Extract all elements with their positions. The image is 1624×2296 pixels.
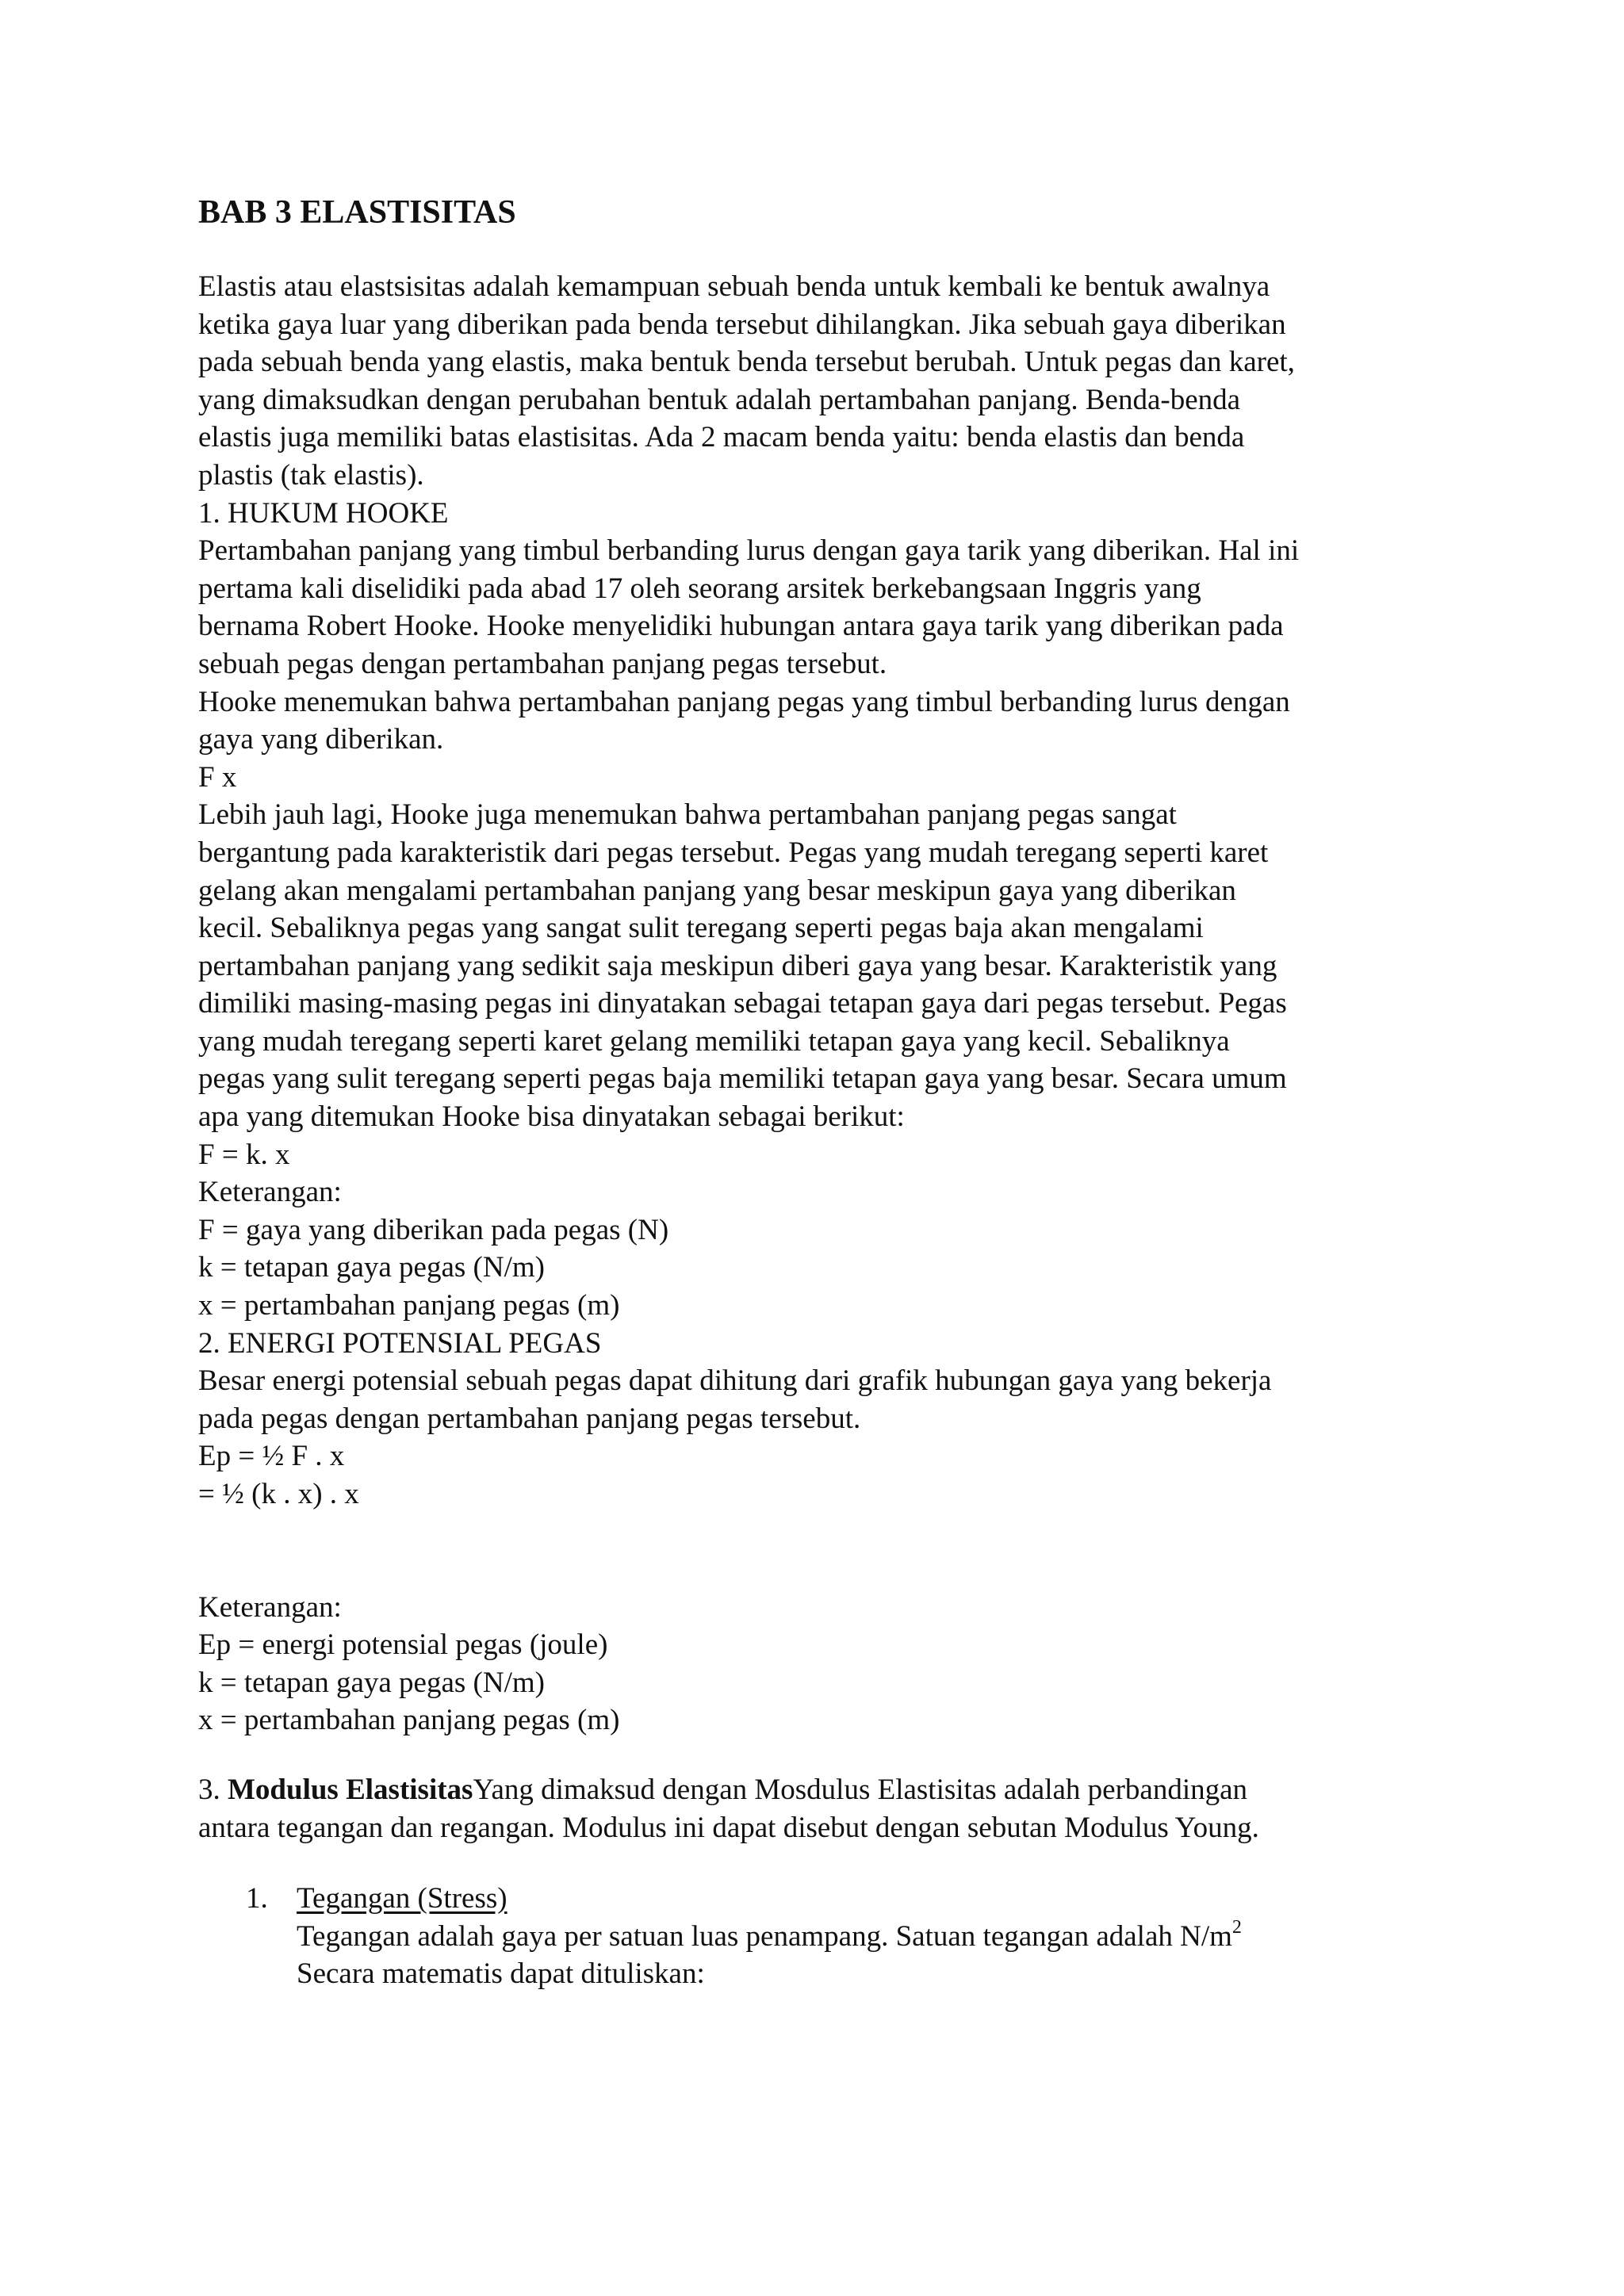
list-item-line: Secara matematis dapat dituliskan: [297, 1957, 705, 1991]
paragraph-line: pegas yang sulit teregang seperti pegas baja memiliki tetapan gaya yang besar. Secara umum [198, 1062, 1287, 1096]
intro-line: ketika gaya luar yang diberikan pada benda tersebut dihilangkan. Jika sebuah gaya diberikan [198, 308, 1286, 341]
paragraph-line: gaya yang diberikan. [198, 723, 444, 756]
hooke-formula: F = k. x [198, 1138, 290, 1171]
paragraph-line: Pertambahan panjang yang timbul berbanding lurus dengan gaya tarik yang diberikan. Hal ini [198, 534, 1300, 568]
section-lead-line [198, 1771, 1435, 1809]
intro-line: Elastis atau elastsisitas adalah kemampuan sebuah benda untuk kembali ke bentuk awalnya [198, 270, 1270, 303]
list-marker: 1. [246, 1882, 268, 1915]
paragraph-line: bergantung pada karakteristik dari pegas tersebut. Pegas yang mudah teregang seperti karet [198, 836, 1269, 869]
paragraph-line: antara tegangan dan regangan. Modulus ini dapat disebut dengan sebutan Modulus Young. [198, 1811, 1259, 1844]
section-number: 3. [198, 1773, 228, 1806]
blank-space [198, 1846, 1435, 1880]
note-line: k = tetapan gaya pegas (N/m) [198, 1251, 545, 1284]
section-heading: 2. ENERGI POTENSIAL PEGAS [198, 1326, 602, 1360]
section-hukum-hooke [198, 495, 1435, 1325]
paragraph-line: pada pegas dengan pertambahan panjang pegas tersebut. [198, 1402, 861, 1435]
section-energi-potensial [198, 1325, 1435, 1739]
paragraph-line: Lebih jauh lagi, Hooke juga menemukan bahwa pertambahan panjang pegas sangat [198, 798, 1177, 832]
paragraph-line: apa yang ditemukan Hooke bisa dinyatakan sebagai berikut: [198, 1100, 905, 1134]
paragraph-line: Hooke menemukan bahwa pertambahan panjang pegas yang timbul berbanding lurus dengan [198, 685, 1290, 718]
intro-paragraph [198, 268, 1435, 495]
intro-line: yang dimaksudkan dengan perubahan bentuk adalah pertambahan panjang. Benda-benda [198, 383, 1241, 416]
list-item-text: Tegangan adalah gaya per satuan luas penampang. Satuan tegangan adalah N/m [297, 1919, 1232, 1953]
list-item-title: Tegangan (Stress) [297, 1882, 508, 1915]
paragraph-line: sebuah pegas dengan pertambahan panjang pegas tersebut. [198, 647, 887, 680]
superscript: 2 [1231, 1916, 1242, 1938]
paragraph-line: bernama Robert Hooke. Hooke menyelidiki hubungan antara gaya tarik yang diberikan pada [198, 610, 1284, 643]
intro-line: plastis (tak elastis). [198, 458, 424, 492]
note-line: Ep = energi potensial pegas (joule) [198, 1628, 608, 1662]
paragraph-line: pertama kali diselidiki pada abad 17 oleh seorang arsitek berkebangsaan Inggris yang [198, 572, 1201, 605]
section-modulus-elastisitas [198, 1771, 1435, 1993]
blank-space [198, 1513, 1435, 1589]
energy-formula: = ½ (k . x) . x [198, 1478, 359, 1510]
page-title: BAB 3 ELASTISITAS [198, 194, 516, 231]
note-line: k = tetapan gaya pegas (N/m) [198, 1666, 545, 1699]
blank-space [198, 1739, 1435, 1771]
section-heading: Modulus Elastisitas [228, 1773, 473, 1806]
note-line: F = gaya yang diberikan pada pegas (N) [198, 1213, 669, 1246]
energy-formula: Ep = ½ F . x [198, 1440, 345, 1473]
note-line: x = pertambahan panjang pegas (m) [198, 1704, 620, 1737]
document-content [198, 192, 1435, 1993]
list-item-line [297, 1918, 1435, 1956]
notes-label: Keterangan: [198, 1590, 342, 1624]
intro-line: elastis juga memiliki batas elastisitas. Ada 2 macam benda yaitu: benda elastis dan benda [198, 421, 1245, 454]
section-heading: 1. HUKUM HOOKE [198, 496, 449, 530]
section-lead-text: Yang dimaksud dengan Mosdulus Elastisitas adalah perbandingan [473, 1773, 1248, 1806]
list-item [198, 1880, 1435, 1993]
paragraph-line: pertambahan panjang yang sedikit saja meskipun diberi gaya yang besar. Karakteristik yang [198, 949, 1277, 982]
intro-line: pada sebuah benda yang elastis, maka bentuk benda tersebut berubah. Untuk pegas dan karet, [198, 346, 1295, 379]
paragraph-line: dimiliki masing-masing pegas ini dinyatakan sebagai tetapan gaya dari pegas tersebut. Pegas [198, 987, 1287, 1020]
relation-formula: F x [198, 760, 237, 794]
paragraph-line: yang mudah teregang seperti karet gelang memiliki tetapan gaya yang kecil. Sebaliknya [198, 1024, 1230, 1058]
note-line: x = pertambahan panjang pegas (m) [198, 1289, 620, 1322]
paragraph-line: Besar energi potensial sebuah pegas dapat dihitung dari grafik hubungan gaya yang bekerja [198, 1364, 1272, 1398]
notes-label: Keterangan: [198, 1176, 342, 1209]
paragraph-line: gelang akan mengalami pertambahan panjang yang besar meskipun gaya yang diberikan [198, 874, 1236, 907]
paragraph-line: kecil. Sebaliknya pegas yang sangat sulit teregang seperti pegas baja akan mengalami [198, 912, 1204, 945]
